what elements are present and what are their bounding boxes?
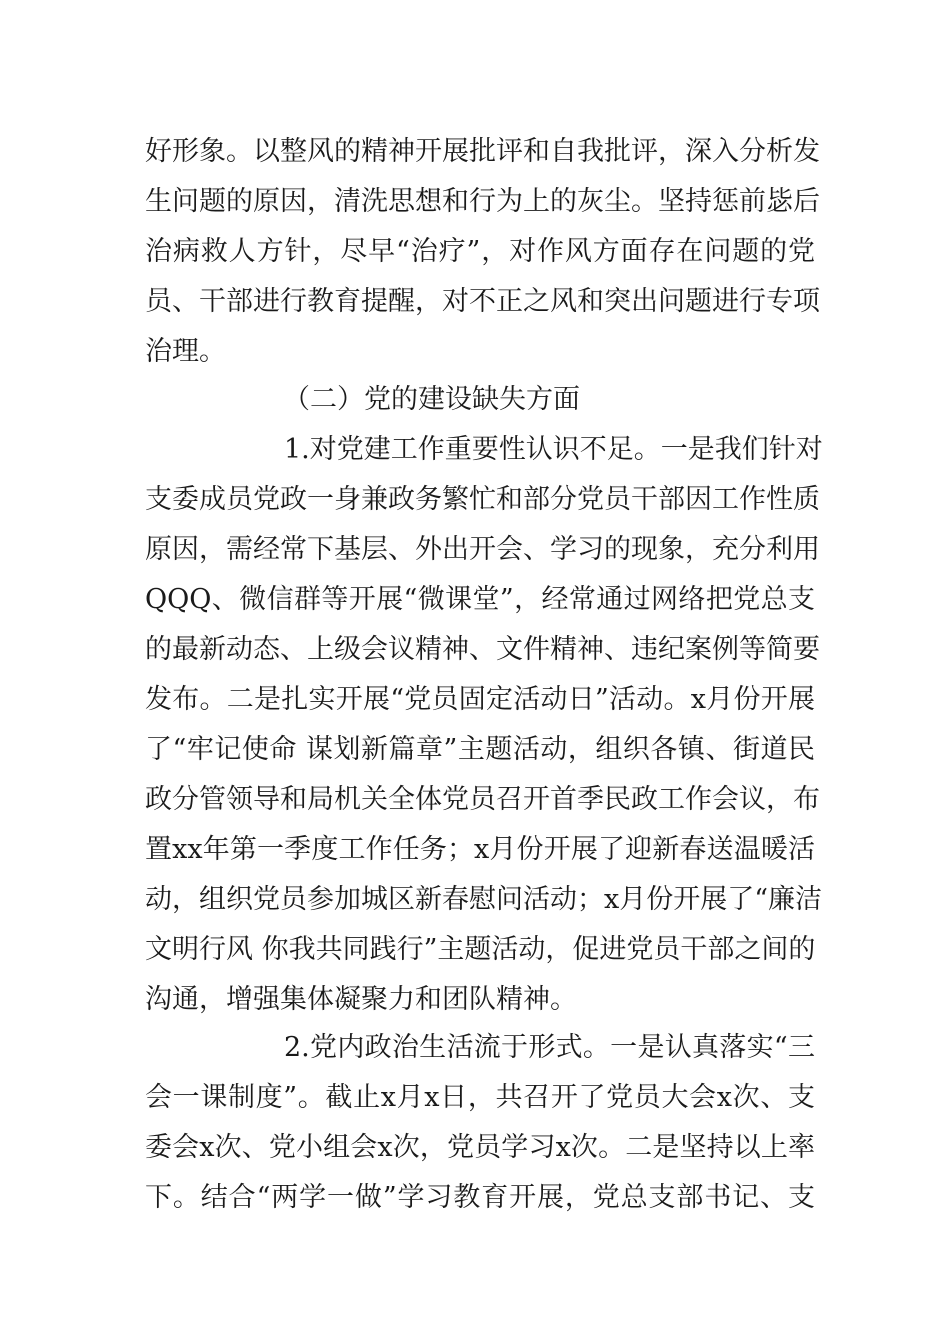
paragraph-line: 治理。 xyxy=(145,336,226,367)
paragraph-line: 治病救人方针，尽早“治疗”，对作风方面存在问题的党 xyxy=(145,236,815,267)
paragraph-line: 的最新动态、上级会议精神、文件精神、违纪案例等简要 xyxy=(145,634,820,665)
paragraph-line: 好形象。以整风的精神开展批评和自我批评，深入分析发 xyxy=(145,136,820,167)
paragraph-line: 生问题的原因，清洗思想和行为上的灰尘。坚持惩前毖后 xyxy=(145,186,820,217)
paragraph-line: 会一课制度”。截止x月x日，共召开了党员大会x次、支 xyxy=(145,1082,815,1113)
paragraph-line: 发布。二是扎实开展“党员固定活动日”活动。x月份开展 xyxy=(145,684,815,715)
paragraph-line: 员、干部进行教育提醒，对不正之风和突出问题进行专项 xyxy=(145,286,820,317)
paragraph-line: 委会x次、党小组会x次，党员学习x次。二是坚持以上率 xyxy=(145,1132,815,1163)
paragraph-line: 置xx年第一季度工作任务；x月份开展了迎新春送温暖活 xyxy=(145,834,815,865)
section-heading: （二）党的建设缺失方面 xyxy=(283,384,580,415)
paragraph-line: 了“牢记使命 谋划新篇章”主题活动，组织各镇、街道民 xyxy=(145,734,815,765)
paragraph-line: 1.对党建工作重要性认识不足。一是我们针对 xyxy=(284,434,823,465)
paragraph-line: 沟通，增强集体凝聚力和团队精神。 xyxy=(145,984,577,1015)
paragraph-line: 2.党内政治生活流于形式。一是认真落实“三 xyxy=(284,1032,815,1063)
paragraph-line: 下。结合“两学一做”学习教育开展，党总支部书记、支 xyxy=(145,1182,815,1213)
paragraph-line: 文明行风 你我共同践行”主题活动，促进党员干部之间的 xyxy=(145,934,816,965)
paragraph-line: 动，组织党员参加城区新春慰问活动；x月份开展了“廉洁 xyxy=(145,884,823,915)
paragraph-line: 政分管领导和局机关全体党员召开首季民政工作会议，布 xyxy=(145,784,820,815)
paragraph-line: 原因，需经常下基层、外出开会、学习的现象，充分利用 xyxy=(145,534,820,565)
paragraph-line: QQQ、微信群等开展“微课堂”，经常通过网络把党总支 xyxy=(145,584,815,615)
paragraph-line: 支委成员党政一身兼政务繁忙和部分党员干部因工作性质 xyxy=(145,484,820,515)
